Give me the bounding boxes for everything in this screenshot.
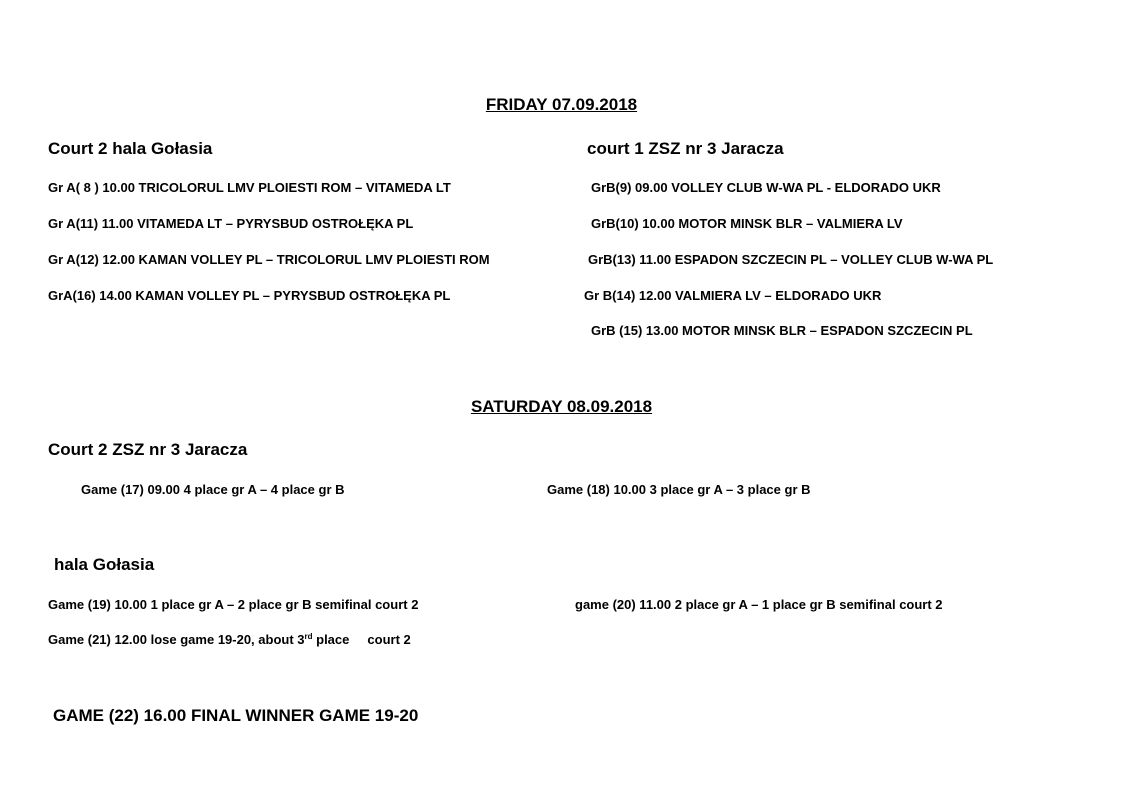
saturday-game-20: game (20) 11.00 2 place gr A – 1 place gr B semifinal court 2 [575,597,943,612]
saturday-game-17: Game (17) 09.00 4 place gr A – 4 place gr B [81,482,345,497]
friday-right-game: GrB(10) 10.00 MOTOR MINSK BLR – VALMIERA LV [591,216,903,231]
saturday-game-19: Game (19) 10.00 1 place gr A – 2 place gr B semifinal court 2 [48,597,419,612]
friday-heading: FRIDAY 07.09.2018 [485,95,638,114]
game-21-text-end: place court 2 [312,632,411,647]
friday-left-game: Gr A(11) 11.00 VITAMEDA LT – PYRYSBUD OSTROŁĘKA PL [48,216,414,231]
friday-left-game: GrA(16) 14.00 KAMAN VOLLEY PL – PYRYSBUD OSTROŁĘKA PL [48,288,451,303]
friday-right-game: GrB (15) 13.00 MOTOR MINSK BLR – ESPADON SZCZECIN PL [591,323,973,338]
saturday-game-21 [48,633,411,646]
saturday-hall-title: hala Gołasia [54,555,155,574]
ordinal-suffix: rd [304,632,313,641]
saturday-game-18: Game (18) 10.00 3 place gr A – 3 place gr B [547,482,811,497]
final-game: GAME (22) 16.00 FINAL WINNER GAME 19-20 [53,706,419,725]
friday-left-court-title: Court 2 hala Gołasia [48,139,213,158]
friday-right-game: GrB(9) 09.00 VOLLEY CLUB W-WA PL - ELDORADO UKR [591,180,941,195]
friday-left-game: Gr A( 8 ) 10.00 TRICOLORUL LMV PLOIESTI ROM – VITAMEDA LT [48,180,451,195]
saturday-court-title: Court 2 ZSZ nr 3 Jaracza [48,440,248,459]
friday-right-game: Gr B(14) 12.00 VALMIERA LV – ELDORADO UKR [584,288,882,303]
friday-right-court-title: court 1 ZSZ nr 3 Jaracza [587,139,784,158]
friday-right-game: GrB(13) 11.00 ESPADON SZCZECIN PL – VOLLEY CLUB W-WA PL [588,252,994,267]
saturday-heading: SATURDAY 08.09.2018 [470,397,653,416]
friday-left-game: Gr A(12) 12.00 KAMAN VOLLEY PL – TRICOLORUL LMV PLOIESTI ROM [48,252,490,267]
game-21-text: Game (21) 12.00 lose game 19-20, about 3 [48,632,305,647]
